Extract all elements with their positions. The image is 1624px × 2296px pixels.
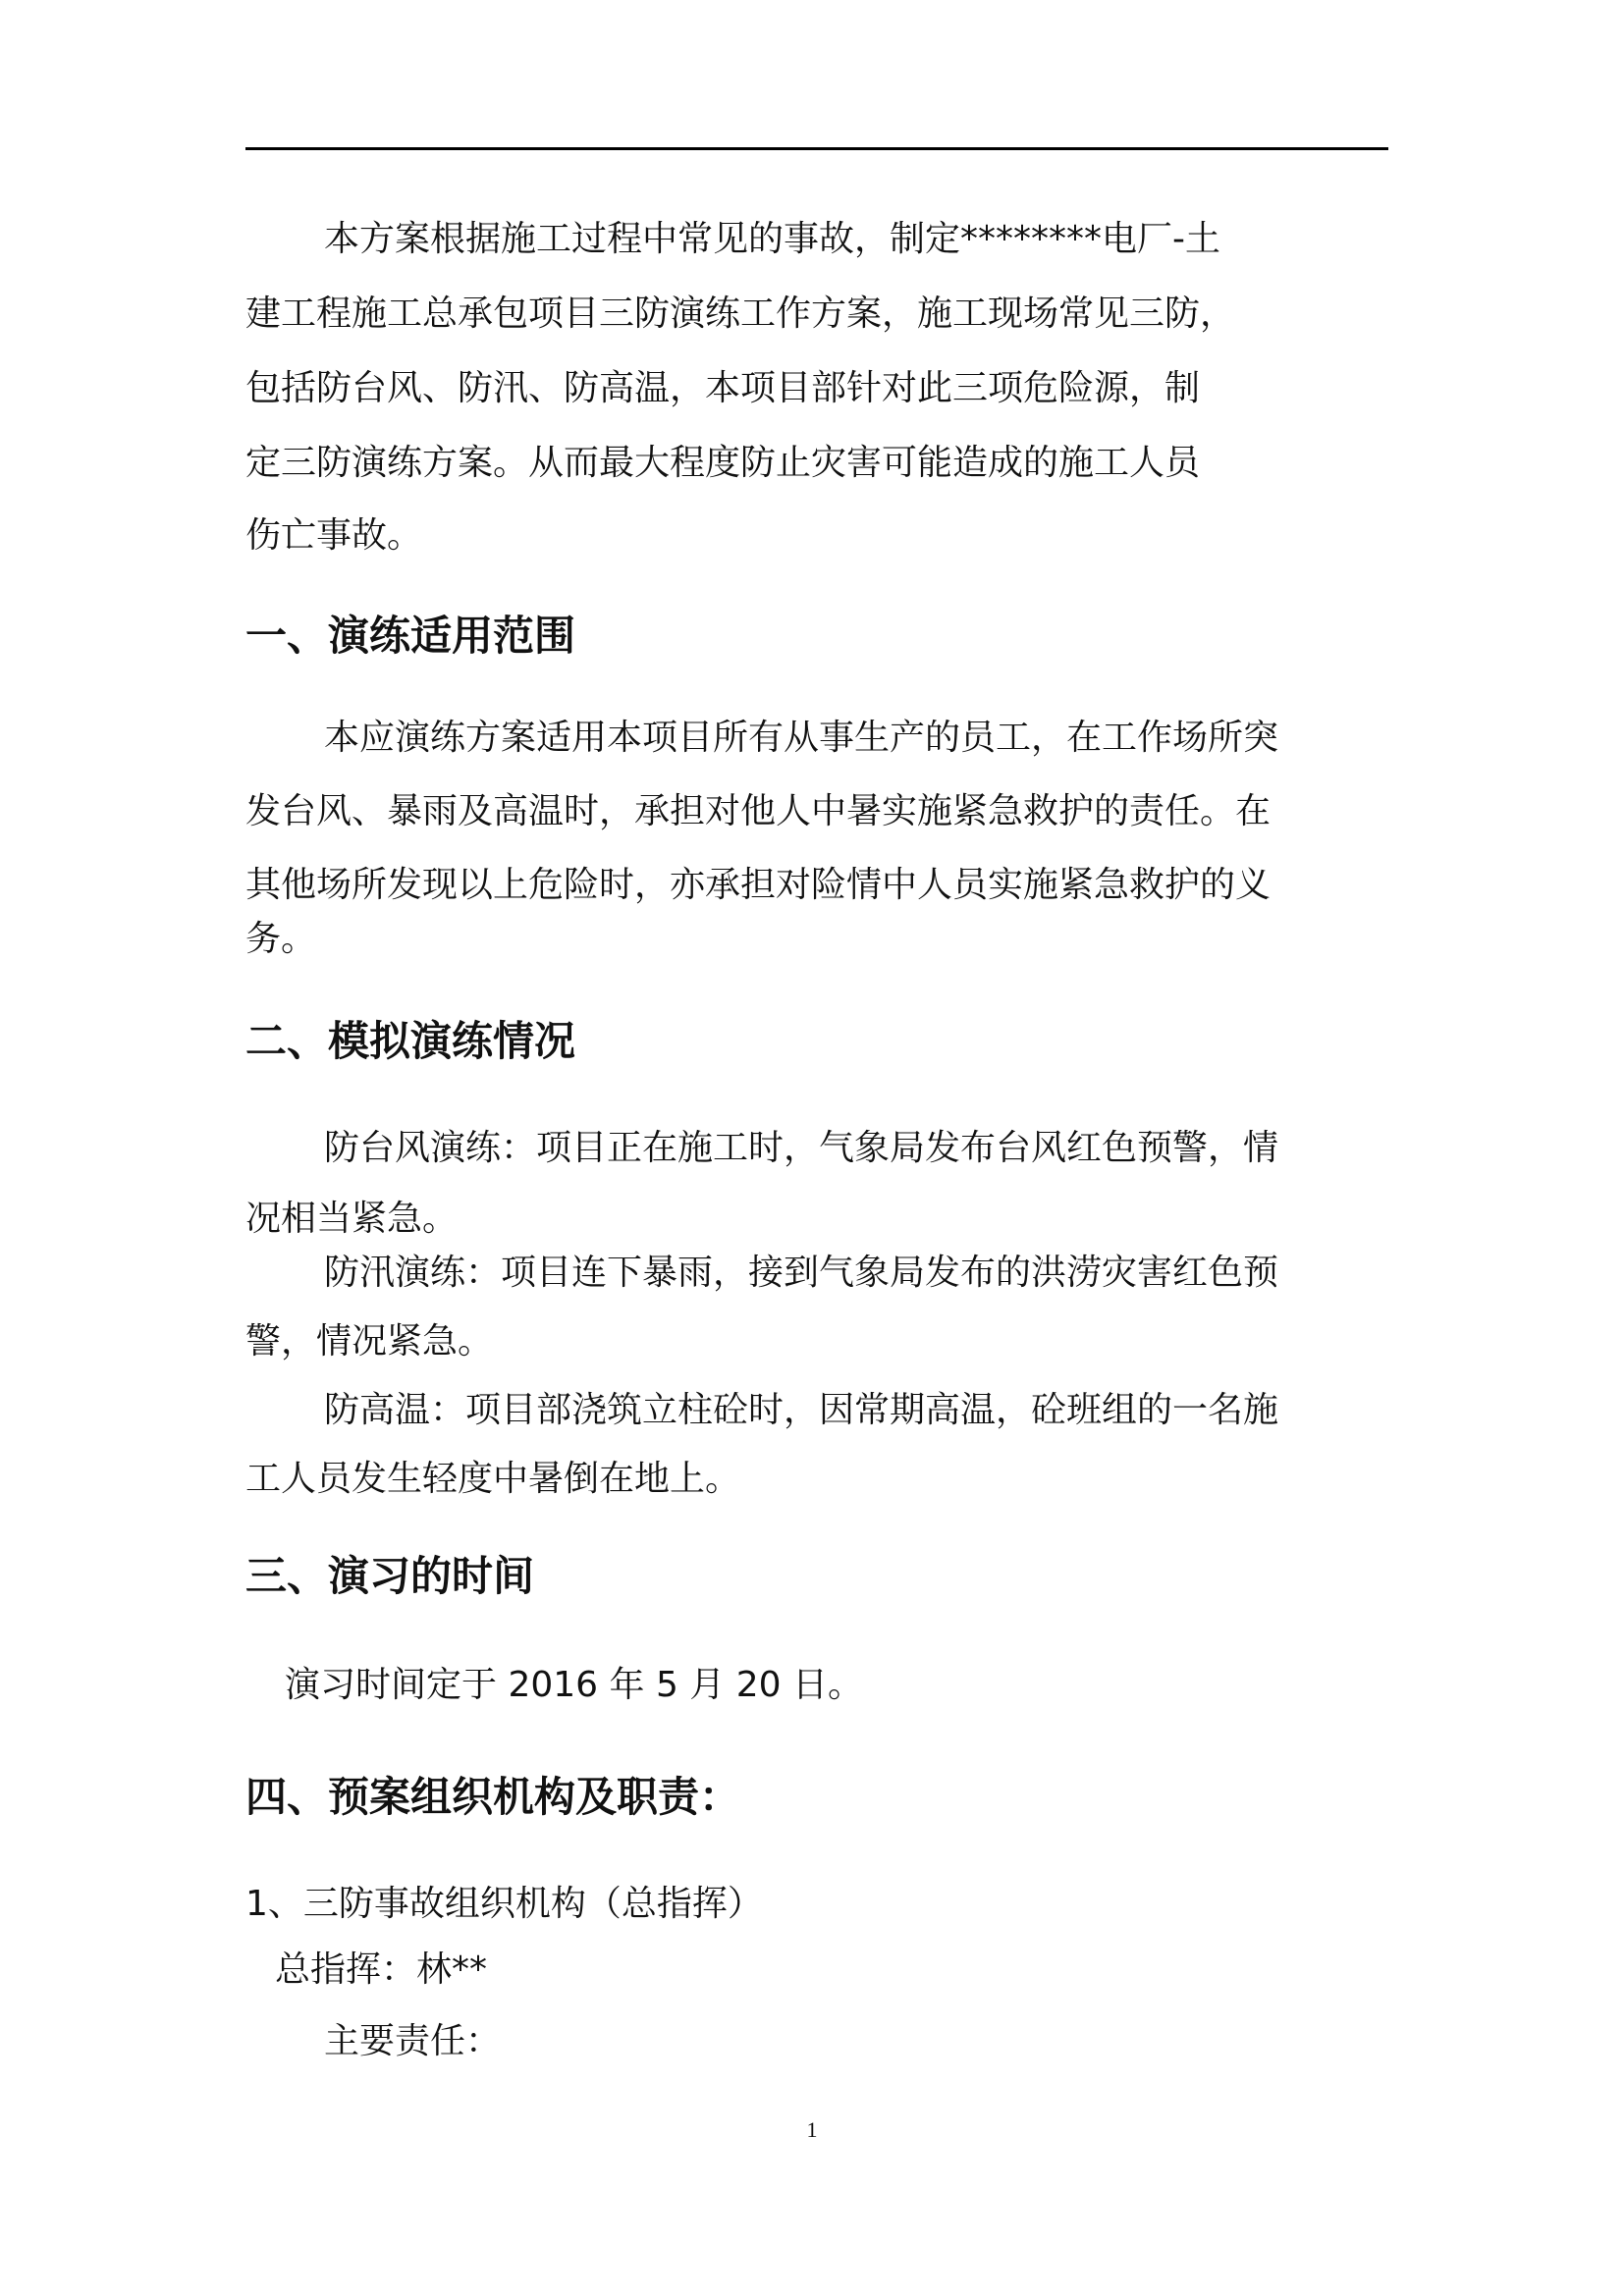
intro-line-3: 包括防台风、防汛、防高温，本项目部针对此三项危险源，制 [245,368,1201,408]
intro-line-5: 伤亡事故。 [245,515,423,556]
section1-heading: 一、演练适用范围 [245,612,576,660]
section2-line-3: 防汛演练：项目连下暴雨，接到气象局发布的洪涝灾害红色预 [324,1253,1279,1293]
intro-line-4: 定三防演练方案。从而最大程度防止灾害可能造成的施工人员 [245,443,1201,483]
section3-line-1: 演习时间定于 2016 年 5 月 20 日。 [285,1665,863,1705]
section4-line-2: 总指挥：林** [275,1949,488,1990]
section1-line-3: 其他场所发现以上危险时，亦承担对险情中人员实施紧急救护的义 [245,865,1272,905]
page-number: 1 [806,2117,818,2142]
section2-line-2: 况相当紧急。 [245,1199,459,1239]
section2-line-1: 防台风演练：项目正在施工时，气象局发布台风红色预警，情 [324,1128,1279,1168]
intro-line-2: 建工程施工总承包项目三防演练工作方案，施工现场常见三防， [245,294,1236,334]
section2-line-5: 防高温：项目部浇筑立柱砼时，因常期高温，砼班组的一名施 [324,1390,1279,1430]
section4-line-3: 主要责任： [324,2021,502,2061]
section3-heading: 三、演习的时间 [245,1552,535,1600]
section2-line-4: 警，情况紧急。 [245,1321,494,1362]
section2-line-6: 工人员发生轻度中暑倒在地上。 [245,1459,741,1499]
section1-line-2: 发台风、暴雨及高温时，承担对他人中暑实施紧急救护的责任。在 [245,791,1272,831]
section1-line-4: 务。 [245,919,317,959]
intro-line-1: 本方案根据施工过程中常见的事故，制定********电厂-土 [324,219,1220,259]
section1-line-1: 本应演练方案适用本项目所有从事生产的员工，在工作场所突 [324,718,1279,758]
section4-line-1: 1、三防事故组织机构（总指挥） [245,1884,763,1924]
section2-heading: 二、模拟演练情况 [245,1017,576,1065]
section4-heading: 四、预案组织机构及职责： [245,1773,741,1821]
header-rule [245,147,1388,150]
